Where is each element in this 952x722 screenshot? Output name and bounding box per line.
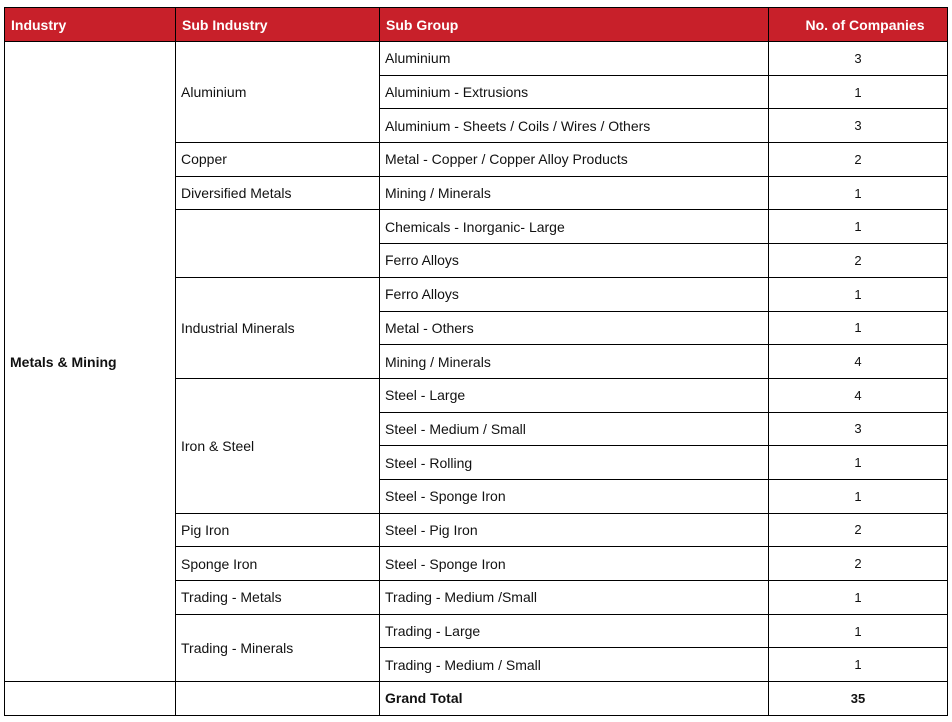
sub-industry-cell: Industrial Minerals: [176, 277, 380, 378]
sub-industry-cell: Sponge Iron: [176, 547, 380, 581]
table-row: [5, 42, 948, 76]
sub-industry-cell: Diversified Metals: [176, 176, 380, 210]
table-body: [5, 42, 948, 716]
company-count-cell: 3: [769, 412, 948, 446]
company-count-cell: 3: [769, 109, 948, 143]
company-count-cell: 4: [769, 345, 948, 379]
sub-group-cell: Metal - Copper / Copper Alloy Products: [380, 143, 769, 177]
company-count-cell: 4: [769, 378, 948, 412]
sub-group-cell: Aluminium: [380, 42, 769, 76]
header-row: [5, 8, 948, 42]
sub-industry-cell: Aluminium: [176, 42, 380, 143]
company-count-cell: 1: [769, 210, 948, 244]
company-count-cell: 3: [769, 42, 948, 76]
company-count-cell: 2: [769, 143, 948, 177]
company-count-cell: 1: [769, 277, 948, 311]
industry-cell: Metals & Mining: [5, 42, 176, 682]
company-count-cell: 1: [769, 75, 948, 109]
header-sub-group: Sub Group: [380, 8, 769, 42]
sub-group-cell: Metal - Others: [380, 311, 769, 345]
sub-industry-cell: Pig Iron: [176, 513, 380, 547]
sub-group-cell: Chemicals - Inorganic- Large: [380, 210, 769, 244]
header-no-of-companies: No. of Companies: [769, 8, 948, 42]
company-count-cell: 2: [769, 513, 948, 547]
grand-total-row: [5, 682, 948, 716]
empty-cell: [5, 682, 176, 716]
company-count-cell: 1: [769, 446, 948, 480]
sub-group-cell: Aluminium - Extrusions: [380, 75, 769, 109]
sub-group-cell: Steel - Rolling: [380, 446, 769, 480]
company-count-cell: 1: [769, 479, 948, 513]
sub-group-cell: Trading - Medium /Small: [380, 581, 769, 615]
sub-group-cell: Steel - Sponge Iron: [380, 479, 769, 513]
company-count-cell: 1: [769, 648, 948, 682]
sub-group-cell: Steel - Medium / Small: [380, 412, 769, 446]
sub-group-cell: Steel - Large: [380, 378, 769, 412]
sub-industry-cell: Copper: [176, 143, 380, 177]
company-count-cell: 2: [769, 244, 948, 278]
empty-cell: [176, 682, 380, 716]
header-sub-industry: Sub Industry: [176, 8, 380, 42]
header-industry: Industry: [5, 8, 176, 42]
sub-group-cell: Trading - Large: [380, 614, 769, 648]
sub-industry-cell: [176, 210, 380, 277]
company-count-cell: 1: [769, 614, 948, 648]
companies-table: [4, 7, 948, 716]
grand-total-label: Grand Total: [380, 682, 769, 716]
company-count-cell: 1: [769, 581, 948, 615]
company-count-cell: 1: [769, 311, 948, 345]
sub-group-cell: Steel - Pig Iron: [380, 513, 769, 547]
sub-group-cell: Ferro Alloys: [380, 244, 769, 278]
sub-group-cell: Mining / Minerals: [380, 345, 769, 379]
sub-industry-cell: Trading - Minerals: [176, 614, 380, 681]
sub-industry-cell: Iron & Steel: [176, 378, 380, 513]
grand-total-count: 35: [769, 682, 948, 716]
sub-group-cell: Aluminium - Sheets / Coils / Wires / Others: [380, 109, 769, 143]
company-count-cell: 2: [769, 547, 948, 581]
sub-group-cell: Mining / Minerals: [380, 176, 769, 210]
sub-group-cell: Ferro Alloys: [380, 277, 769, 311]
sub-industry-cell: Trading - Metals: [176, 581, 380, 615]
sub-group-cell: Trading - Medium / Small: [380, 648, 769, 682]
sub-group-cell: Steel - Sponge Iron: [380, 547, 769, 581]
company-count-cell: 1: [769, 176, 948, 210]
